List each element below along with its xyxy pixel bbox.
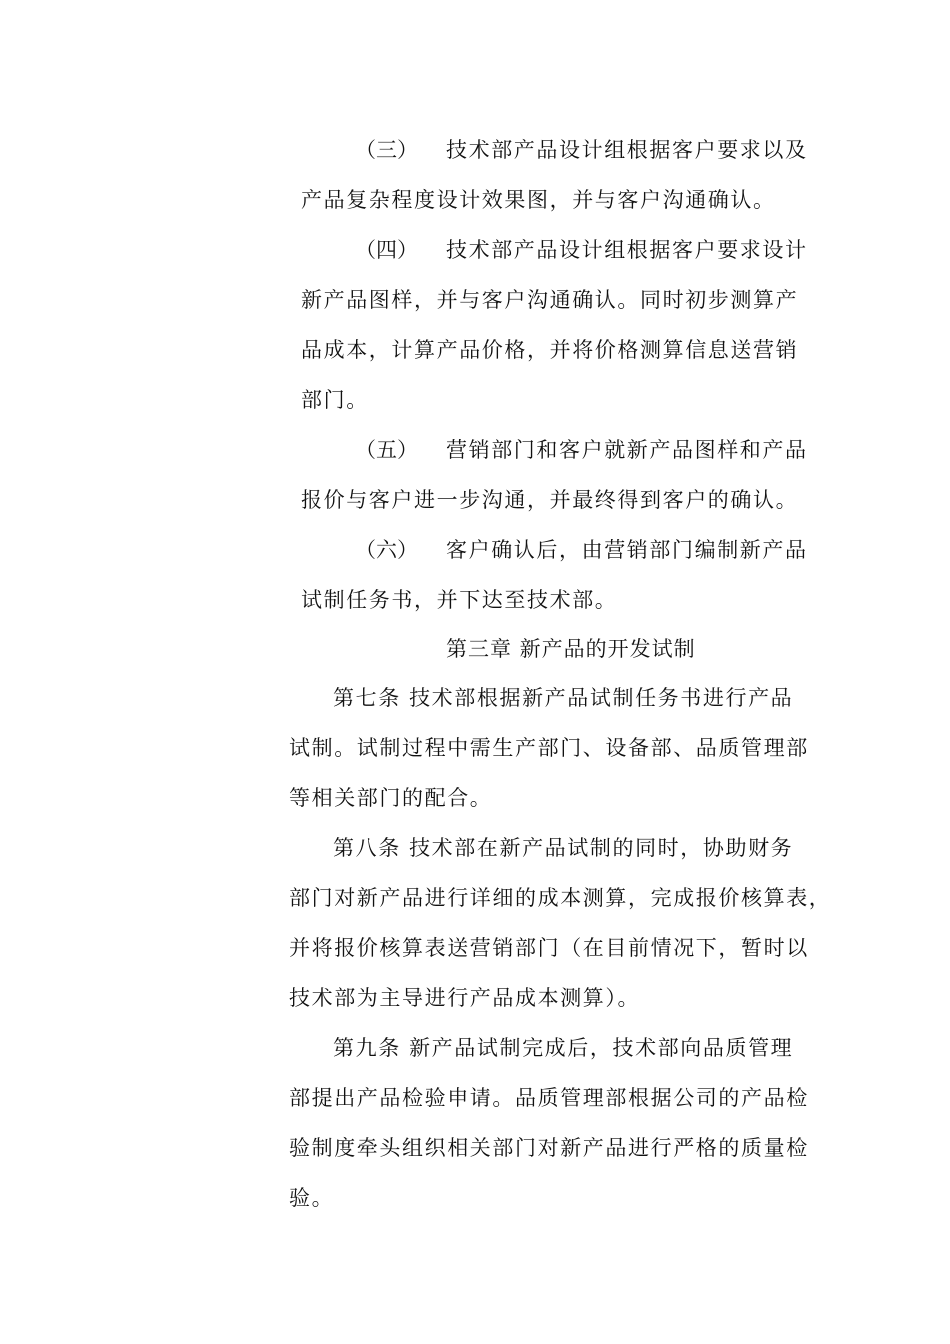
article-9-line-4: 验。 (289, 1186, 335, 1210)
article-7-line-2: 试制。试制过程中需生产部门、设备部、品质管理部 (289, 736, 809, 760)
item-4-line-4: 部门。 (301, 388, 369, 412)
item-3-number: （三） (355, 138, 418, 162)
item-5-line-2: 报价与客户进一步沟通，并最终得到客户的确认。 (301, 488, 799, 512)
article-8-line-3: 并将报价核算表送营销部门（在目前情况下，暂时以 (289, 936, 809, 960)
chapter-heading: 第三章 新产品的开发试制 (446, 637, 696, 661)
article-7-line-3: 等相关部门的配合。 (289, 786, 493, 810)
article-8-line-4: 技术部为主导进行产品成本测算）。 (289, 986, 641, 1010)
item-6-line-1: 客户确认后，由营销部门编制新产品 (446, 538, 808, 562)
item-5-line-1: 营销部门和客户就新产品图样和产品 (446, 438, 808, 462)
item-4-line-1: 技术部产品设计组根据客户要求设计 (446, 238, 808, 262)
item-3-line-2: 产品复杂程度设计效果图，并与客户沟通确认。 (301, 188, 776, 212)
article-7-line-1: 第七条 技术部根据新产品试制任务书进行产品 (333, 686, 794, 710)
article-9-line-3: 验制度牵头组织相关部门对新产品进行严格的质量检 (289, 1136, 809, 1160)
item-4-number: （四） (355, 238, 418, 262)
article-8-line-1: 第八条 技术部在新产品试制的同时，协助财务 (333, 836, 794, 860)
item-6-line-2: 试制任务书，并下达至技术部。 (301, 588, 618, 612)
item-3-line-1: 技术部产品设计组根据客户要求以及 (446, 138, 808, 162)
item-4-line-3: 品成本，计算产品价格，并将价格测算信息送营销 (301, 338, 799, 362)
article-9-line-1: 第九条 新产品试制完成后，技术部向品质管理 (333, 1036, 794, 1060)
item-4-line-2: 新产品图样，并与客户沟通确认。同时初步测算产 (301, 288, 799, 312)
item-5-number: （五） (355, 438, 418, 462)
article-9-line-2: 部提出产品检验申请。品质管理部根据公司的产品检 (289, 1086, 809, 1110)
item-6-number: （六） (355, 538, 418, 562)
article-8-line-2: 部门对新产品进行详细的成本测算，完成报价核算表， (289, 886, 832, 910)
